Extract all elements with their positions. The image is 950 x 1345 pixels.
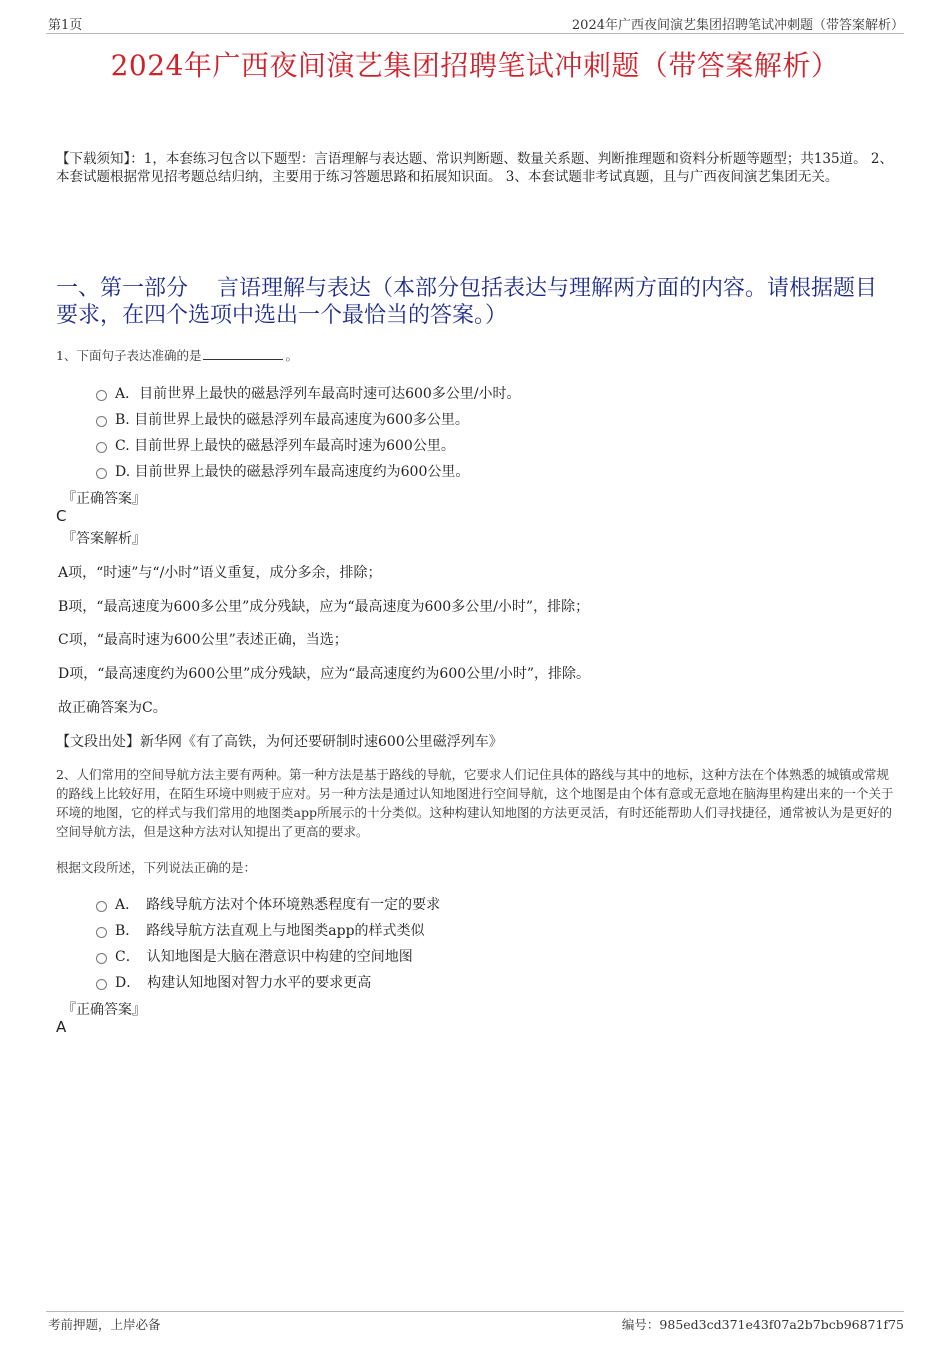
header-doc-title: 2024年广西夜间演艺集团招聘笔试冲刺题（带答案解析） [571, 18, 904, 33]
radio-icon[interactable] [96, 468, 107, 479]
question-2-answer-label: 『正确答案』 [62, 1002, 146, 1018]
page-number: 第1页 [48, 18, 83, 33]
option-label: D. 目前世界上最快的磁悬浮列车最高速度约为600公里。 [115, 464, 470, 480]
question-1-option-a[interactable] [96, 383, 521, 403]
footer-code: 编号：985ed3cd371e43f07a2b7bcb96871f75 [621, 1317, 904, 1332]
footer-divider [46, 1311, 904, 1312]
question-1-option-b[interactable] [96, 409, 469, 429]
question-1-suffix: 。 [285, 348, 298, 363]
question-1-prefix: 1、下面句子表达准确的是 [56, 348, 202, 363]
question-1-option-c[interactable] [96, 435, 455, 455]
option-label: B. 目前世界上最快的磁悬浮列车最高速度为600多公里。 [115, 412, 469, 428]
radio-icon[interactable] [96, 390, 107, 401]
radio-icon[interactable] [96, 901, 107, 912]
question-2-option-d[interactable] [96, 972, 371, 992]
option-label: C． 认知地图是大脑在潜意识中构建的空间地图 [115, 949, 413, 965]
option-label: A． 路线导航方法对个体环境熟悉程度有一定的要求 [115, 897, 441, 913]
radio-icon[interactable] [96, 416, 107, 427]
question-1-analysis-label: 『答案解析』 [62, 531, 146, 547]
source-citation: 【文段出处】新华网《有了高铁，为何还要研制时速600公里磁浮列车》 [56, 734, 503, 750]
section-heading: 一、第一部分 言语理解与表达（本部分包括表达与理解两方面的内容。请根据题目要求，在四个选项中选出一个最恰当的答案。） [56, 276, 877, 328]
question-1-stem [56, 346, 901, 365]
radio-icon[interactable] [96, 442, 107, 453]
analysis-line-a: A项，“时速”与“/小时”语义重复，成分多余，排除； [58, 565, 382, 581]
option-label: D． 构建认知地图对智力水平的要求更高 [115, 975, 372, 991]
footer-slogan: 考前押题，上岸必备 [48, 1317, 161, 1332]
question-1-answer: C [56, 507, 67, 525]
analysis-conclusion: 故正确答案为C。 [58, 700, 167, 716]
analysis-line-d: D项，“最高速度约为600公里”成分残缺，应为“最高速度约为600公里/小时”，排除。 [58, 666, 591, 682]
analysis-line-c: C项，“最高时速为600公里”表述正确，当选； [58, 632, 348, 648]
question-1-answer-label: 『正确答案』 [62, 491, 146, 507]
header-divider [46, 33, 904, 34]
radio-icon[interactable] [96, 927, 107, 938]
answer-blank [203, 347, 283, 360]
radio-icon[interactable] [96, 953, 107, 964]
option-label: B． 路线导航方法直观上与地图类app的样式类似 [115, 923, 425, 939]
option-label: C. 目前世界上最快的磁悬浮列车最高时速为600公里。 [115, 438, 455, 454]
question-2-answer: A [56, 1018, 67, 1036]
question-2-stem: 根据文段所述，下列说法正确的是： [56, 860, 257, 875]
question-2-option-c[interactable] [96, 946, 413, 966]
analysis-line-b: B项，“最高速度为600多公里”成分残缺，应为“最高速度为600多公里/小时”，排除； [58, 599, 590, 615]
option-label: A．目前世界上最快的磁悬浮列车最高时速可达600多公里/小时。 [115, 386, 521, 402]
question-2-option-b[interactable] [96, 920, 425, 940]
document-title: 2024年广西夜间演艺集团招聘笔试冲刺题（带答案解析） [110, 49, 840, 82]
question-2-option-a[interactable] [96, 894, 440, 914]
question-1-option-d[interactable] [96, 461, 469, 481]
question-2-passage: 2、人们常用的空间导航方法主要有两种。第一种方法是基于路线的导航，它要求人们记住具体的路线与其中的地标，这种方法在个体熟悉的城镇或常规的路线上比较好用，在陌生环境中则疲于应对。另一种方法是通过认知地图进行空间导航，这个地图是由个体有意或无意地在脑海里构建出来的一个关于环境的地图，它的样式与我们常用的地图类app所展示的十分类似。这种构建认知地图的方法更灵活，有时还能帮助人们寻找捷径，通常被认为是更好的空间导航方法，但是这种方法对认知提出了更高的要求。 [56, 767, 894, 839]
download-notice: 【下载须知】：1，本套练习包含以下题型：言语理解与表达题、常识判断题、数量关系题、判断推理题和资料分析题等题型；共135道。 2、本套试题根据常见招考题总结归纳，主要用于练习答题思路和拓展知识面。 3、本套试题非考试真题，且与广西夜间演艺集团无关。 [56, 151, 893, 185]
radio-icon[interactable] [96, 979, 107, 990]
